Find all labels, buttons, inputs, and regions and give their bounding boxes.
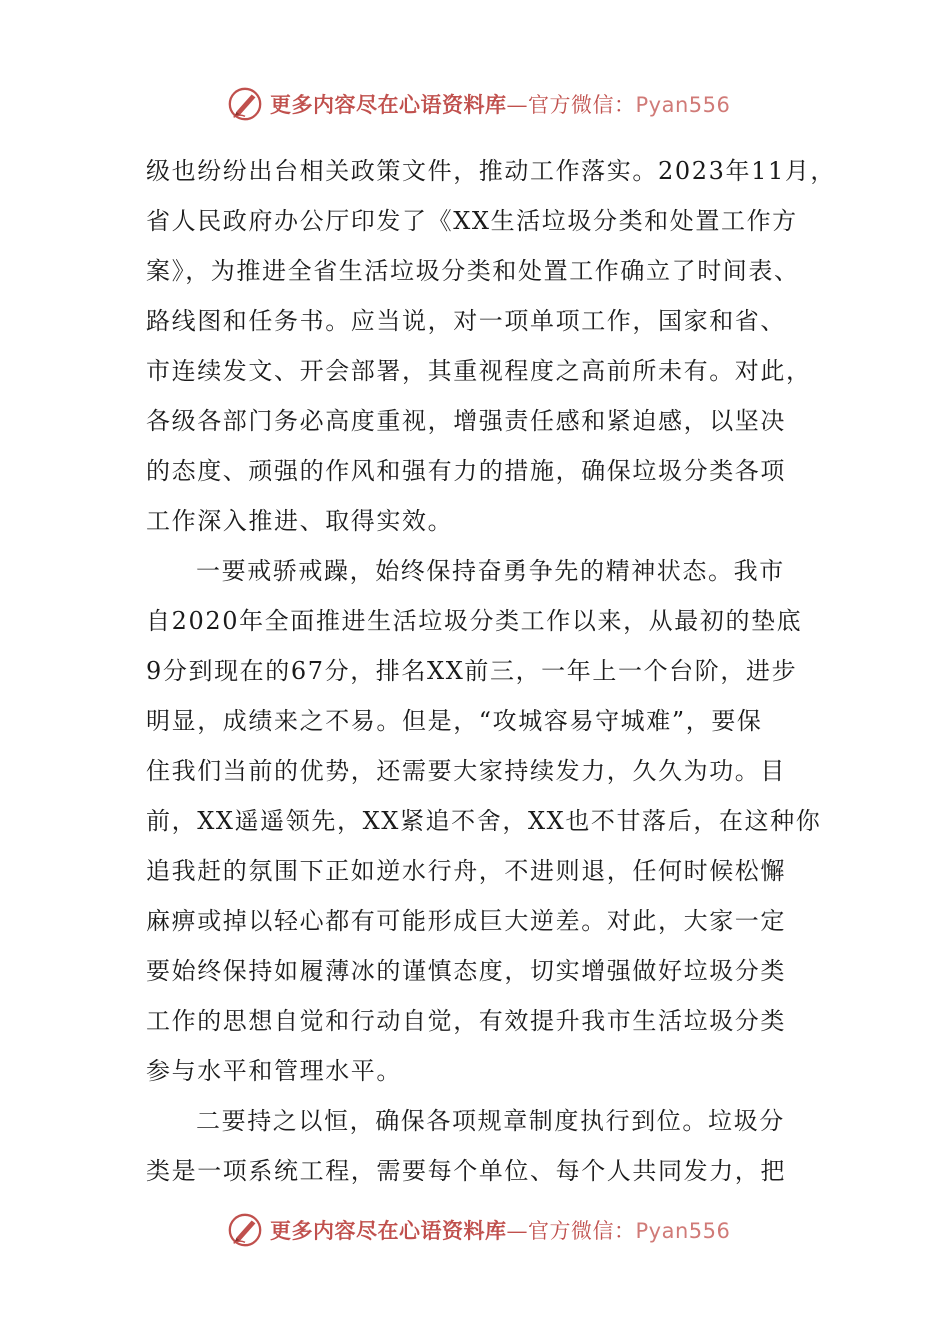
body-line: 明显，成绩来之不易。但是，“攻城容易守城难”，要保 [146,707,763,735]
footer-watermark [226,1210,730,1250]
body-line: 前，XX遥遥领先，XX紧追不舍，XX也不甘落后，在这种你 [146,807,822,835]
body-line: 工作深入推进、取得实效。 [146,507,454,535]
watermark-text: 更多内容尽在心语资料库—官方微信：Pyan556 [270,1218,731,1243]
body-line: 住我们当前的优势，还需要大家持续发力，久久为功。目 [146,757,786,785]
body-line: 要始终保持如履薄冰的谨慎态度，切实增强做好垃圾分类 [146,957,786,985]
header-watermark [226,84,730,124]
body-line: 9分到现在的67分，排名XX前三，一年上一个台阶，进步 [146,657,798,685]
body-line: 路线图和任务书。应当说，对一项单项工作，国家和省、 [146,307,786,335]
pen-logo-icon [226,1211,264,1249]
document-body [146,146,837,1196]
body-line: 市连续发文、开会部署，其重视程度之高前所未有。对此， [146,357,812,385]
body-line: 二要持之以恒，确保各项规章制度执行到位。垃圾分 [196,1107,785,1135]
body-line: 级也纷纷出台相关政策文件，推动工作落实。2023年11月， [146,157,837,185]
watermark-text: 更多内容尽在心语资料库—官方微信：Pyan556 [270,92,731,117]
body-line: 各级各部门务必高度重视，增强责任感和紧迫感，以坚决 [146,407,786,435]
body-line: 类是一项系统工程，需要每个单位、每个人共同发力，把 [146,1157,786,1185]
pen-logo-icon [226,85,264,123]
body-line: 追我赶的氛围下正如逆水行舟，不进则退，任何时候松懈 [146,857,786,885]
body-line: 麻痹或掉以轻心都有可能形成巨大逆差。对此，大家一定 [146,907,786,935]
body-line: 省人民政府办公厅印发了《XX生活垃圾分类和处置工作方 [146,207,798,235]
body-line: 的态度、顽强的作风和强有力的措施，确保垃圾分类各项 [146,457,786,485]
body-line: 工作的思想自觉和行动自觉，有效提升我市生活垃圾分类 [146,1007,786,1035]
body-line: 一要戒骄戒躁，始终保持奋勇争先的精神状态。我市 [196,557,785,585]
body-line: 案》，为推进全省生活垃圾分类和处置工作确立了时间表、 [146,257,800,285]
body-line: 自2020年全面推进生活垃圾分类工作以来，从最初的垫底 [146,607,803,635]
body-line: 参与水平和管理水平。 [146,1057,402,1085]
